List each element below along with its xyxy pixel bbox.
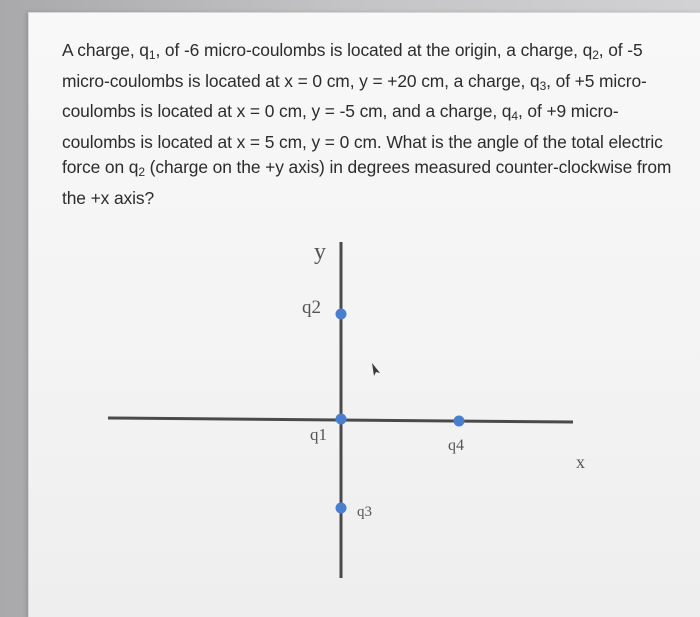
q1-subscript: 1: [148, 48, 156, 62]
q3-subscript: 3: [539, 78, 547, 93]
q3-dot: [336, 503, 347, 514]
question-q4-text: , of +9 micro-coulombs is located at x = 5 cm, y = 0 cm. What is the angle of the total electric force on q: [62, 101, 663, 177]
question-tail: (charge on the +y axis) in degrees measured counter-clockwise from the +x axis?: [62, 157, 672, 208]
q1-dot: [336, 414, 347, 425]
q2-label: q2: [302, 297, 321, 318]
q2-subscript-second: 2: [138, 165, 145, 179]
q4-label: q4: [448, 437, 464, 454]
x-axis-label: x: [576, 452, 585, 472]
y-axis-label: y: [314, 239, 326, 265]
q4-dot: [454, 416, 465, 427]
question-intro: A charge, q: [62, 40, 149, 60]
q2-dot: [336, 309, 347, 320]
question-q2-text: , of -5 micro-coulombs is located at x = 0 cm, y = +20 cm, a charge, q: [62, 40, 643, 91]
q4-subscript: 4: [511, 109, 518, 123]
question-q3-text: , of +5 micro-coulombs is located at x = 0 cm, y = -5 cm, and a charge, q: [62, 70, 647, 121]
mouse-cursor-icon: [372, 363, 380, 376]
q1-label: q1: [310, 425, 327, 444]
q3-label: q3: [357, 504, 372, 520]
q2-subscript: 2: [592, 48, 599, 62]
question-q1-text: , of -6 micro-coulombs is located at the origin, a charge, q: [155, 40, 593, 60]
